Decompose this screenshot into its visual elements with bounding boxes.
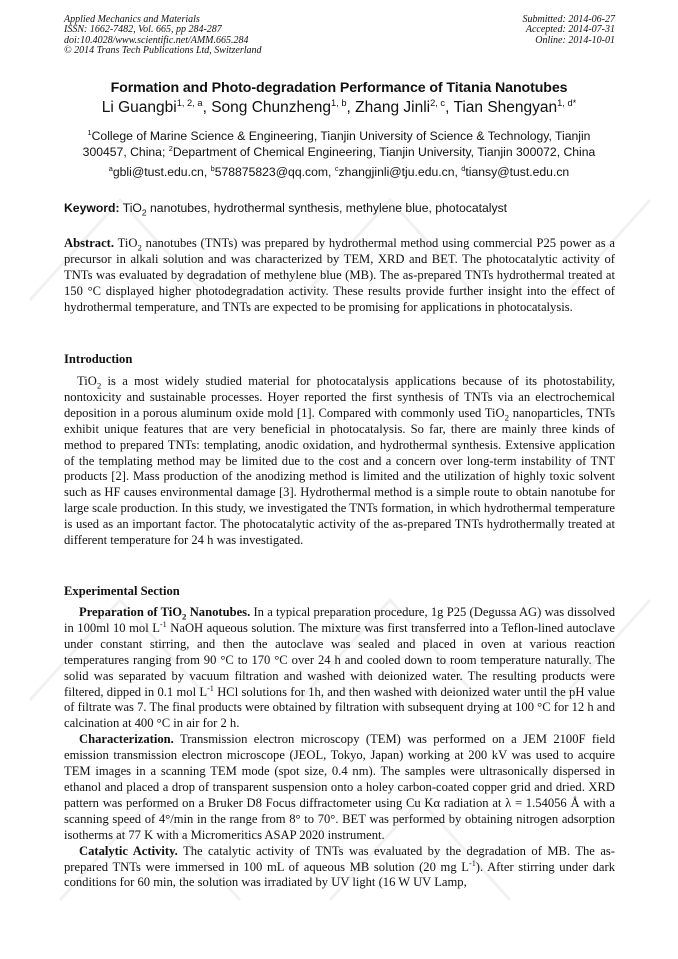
subsection-label: Catalytic Activity. <box>79 843 178 858</box>
journal-header-left <box>64 15 262 56</box>
introduction-paragraph <box>64 374 615 549</box>
intro-text: TiO <box>77 374 97 388</box>
subscript: 2 <box>182 611 187 622</box>
author-name: Tian Shengyan <box>453 99 558 116</box>
author-superscript: 1, d* <box>557 97 577 108</box>
affiliation-1: College of Marine Science & Engineering, Tianjin University of Science & Technology, Tianjin 300457, China; <box>82 129 591 159</box>
characterization-paragraph <box>64 732 615 843</box>
abstract-text: nanotubes (TNTs) was prepared by hydrothermal method using commercial P25 power as a precursor in alkali solution and was characterized by TEM, XRD and BET. The photocatalytic activity of TNTs was evaluated by degradation of methylene blue (MB). The as-prepared TNTs hydrothermal treated at 150 °C displayed higher photodegradation activity. These results provide further insight into the effect of hydrothermal temperature, and TNTs are expected to be promising for applications in photocatalysis. <box>64 236 616 314</box>
email-list <box>0 165 678 179</box>
intro-text: nanoparticles, TNTs exhibit unique features that are very beneficial in photocatalysis. So far, there are mainly three kinds of method to prepared TNTs: templating, anodic oxidation, and hydrothermal synthesis. Extensive application of the templating method may be limited due to the cost and a concern over long-term instability of TNT products [2]. Mass production of the anodizing method is limited and the utilization of highly toxic solvent such as HF causes environmental damage [3]. Hydrothermal method is a simple route to obtain nanotube for large scale production. In this study, we investigated the TNTs formation, in which hydrothermal temperature is used as an important factor. The photocatalytic activity of the as-prepared TNTs hydrothermally treated at different temperature for 24 h was investigated. <box>64 405 616 548</box>
submitted-date: Submitted: 2014-06-27 <box>522 14 615 25</box>
accepted-date: Accepted: 2014-07-31 <box>525 24 615 36</box>
abstract-text: TiO <box>117 236 138 250</box>
paragraph-text: NaOH aqueous solution. The mixture was first transferred into a Teflon-lined autoclave under constant stirring, and then the autoclave was sealed and placed in oven at various reaction temperatures ranging from 90 °C to 170 °C over 24 h and cooled down to room temperature naturally. The solid was separated by vacuum filtration and washed with deionized water. The resulting products were filtered, dipped in 0.1 mol L <box>64 620 615 699</box>
email-address[interactable]: tiansy@tust.edu.cn <box>465 165 570 179</box>
label-text: Preparation of TiO <box>79 605 183 619</box>
author-superscript: 1, 2, a <box>176 97 203 108</box>
journal-name: Applied Mechanics and Materials <box>64 14 200 25</box>
keywords <box>64 201 615 218</box>
preparation-paragraph <box>64 605 615 732</box>
keyword-text: TiO <box>122 201 142 215</box>
keywords-label: Keyword: <box>64 201 120 215</box>
abstract-label: Abstract. <box>64 236 115 250</box>
affiliation-2: Department of Chemical Engineering, Tianjin University, Tianjin 300072, China <box>172 145 596 159</box>
paragraph-text: The catalytic activity of TNTs was evaluated by the degradation of MB. The as-prepared TNTs were immersed in 100 mL of aqueous MB solution (20 mg L <box>64 843 615 874</box>
online-date: Online: 2014-10-01 <box>535 34 615 46</box>
section-heading-experimental: Experimental Section <box>64 584 180 598</box>
journal-copyright: © 2014 Trans Tech Publications Ltd, Switzerland <box>64 44 262 56</box>
email-address[interactable]: 578875823@qq.com, <box>214 165 332 179</box>
superscript: -1 <box>207 683 214 693</box>
label-text: Nanotubes. <box>186 605 251 619</box>
keyword-text: nanotubes, hydrothermal synthesis, methylene blue, photocatalyst <box>146 201 508 215</box>
affiliation-marker: 1 <box>87 127 92 137</box>
subscript: 2 <box>141 207 147 218</box>
author-name: Song Chunzheng <box>211 99 331 116</box>
subsection-label <box>79 605 251 622</box>
paragraph-text: In a typical preparation procedure, 1g P25 (Degussa AG) was dissolved in 100ml 10 mol L <box>64 605 615 635</box>
author-name: Zhang Jinli <box>355 99 431 116</box>
email-address[interactable]: gbli@tust.edu.cn, <box>112 165 208 179</box>
author-superscript: 1, b <box>330 97 347 108</box>
superscript: -1 <box>159 619 167 629</box>
email-marker: d <box>461 163 466 173</box>
intro-text: is a most widely studied material for photocatalysis applications because of its photostability, nontoxicity and sustainable processes. Hoyer reported the first synthesis of TNTs via an electrochemical deposition in a porous aluminum oxide mold [1]. Compared with commonly used TiO <box>64 374 615 420</box>
affiliation-marker: 2 <box>168 143 173 153</box>
paragraph-text: ). After stirring under dark conditions for 60 min, the solution was irradiated by UV light (16 W UV Lamp, <box>64 859 615 890</box>
author-superscript: 2, c <box>430 97 446 108</box>
section-heading-introduction: Introduction <box>64 352 133 366</box>
journal-issn: ISSN: 1662-7482, Vol. 665, pp 284-287 <box>64 24 222 36</box>
affiliations <box>64 128 614 160</box>
subscript: 2 <box>137 242 142 253</box>
email-marker: a <box>108 163 113 173</box>
subsection-label: Characterization. <box>79 732 174 747</box>
author-list: Li Guangbi$^{1, 2, a}$, Song Chunzheng$^{1, b}$, Zhang Jinli$^{2, c}$, Tian Shengyan$^{1, d*}$ <box>101 97 577 116</box>
email-marker: b <box>210 163 215 173</box>
abstract <box>64 236 615 316</box>
subscript: 2 <box>504 412 510 423</box>
email-marker: c <box>334 163 339 173</box>
paragraph-text: Transmission electron microscopy (TEM) was performed on a JEM 2100F field emission transmission electron microscope (JEOL, Tokyo, Japan) working at 200 kV was used to acquire TEM images in a scanning TEM mode (spot size, 0.4 nm). The samples were ultrasonically dispersed in ethanol and placed a drop of transparent suspension onto a holey carbon-coated copper grid and dried. XRD pattern was performed on a Bruker D8 Focus diffractometer using Cu Kα radiation at λ = 1.54056 Å with a scanning speed of 4°/min in the range from 8° to 70°. BET was performed by obtaining nitrogen adsorption isotherms at 77 K with a Micromeritics ASAP 2020 instrument. <box>64 732 615 842</box>
paragraph-text: HCl solutions for 1h, and then washed with deionized water until the pH value of filtrate was 7. The final products were obtained by filtration with subsequent drying at 100 °C for 12 h and calcination at 400 °C in air for 2 h. <box>64 684 615 731</box>
journal-doi[interactable]: doi:10.4028/www.scientific.net/AMM.665.284 <box>64 34 249 46</box>
author-name: Li Guangbi <box>101 99 177 116</box>
experimental-section <box>64 605 615 891</box>
subscript: 2 <box>96 380 102 391</box>
paper-title: Formation and Photo-degradation Performance of Titania Nanotubes <box>110 80 568 96</box>
journal-header-right <box>523 15 616 46</box>
email-address[interactable]: zhangjinli@tju.edu.cn, <box>338 165 458 179</box>
superscript: -1 <box>468 858 476 868</box>
catalytic-activity-paragraph <box>64 844 615 892</box>
